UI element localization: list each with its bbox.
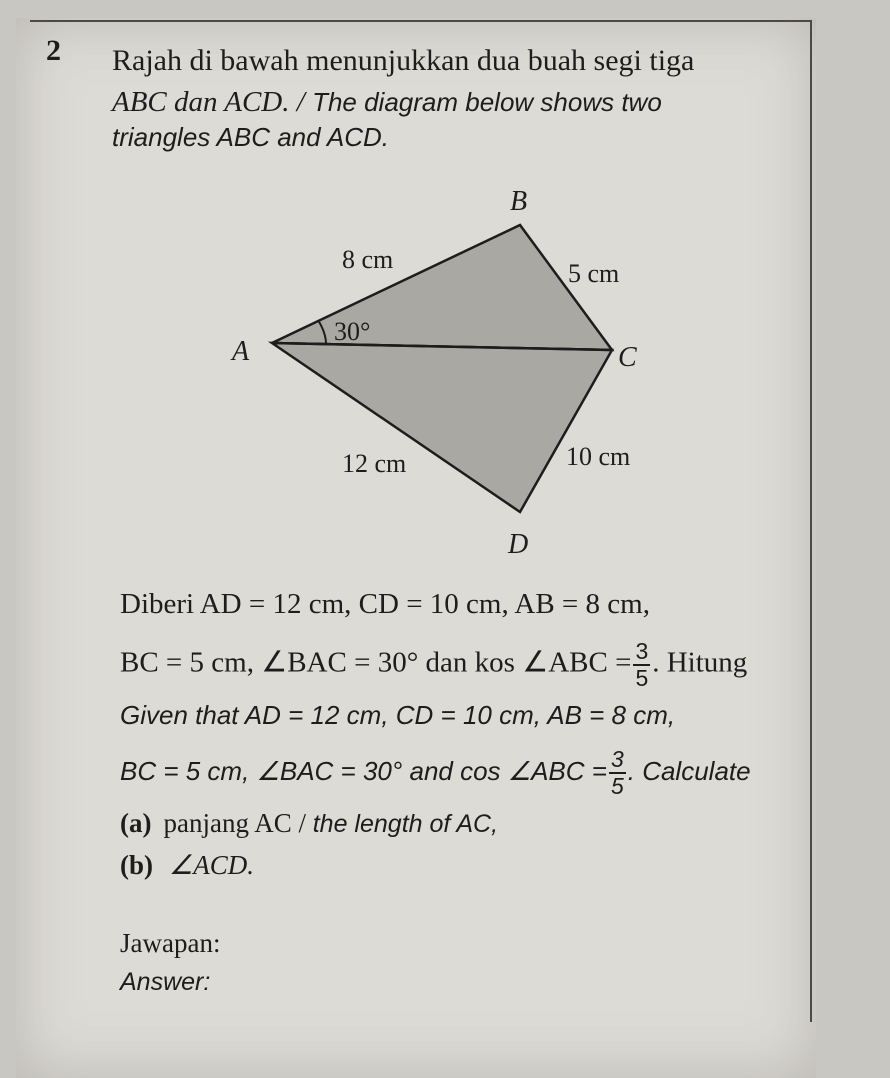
part-a-malay: panjang AC / <box>163 808 313 838</box>
answer-label-english: Answer: <box>120 968 211 996</box>
part-b-label: (b) <box>120 850 153 880</box>
answer-label-malay: Jawapan: <box>120 928 221 958</box>
fraction-denominator: 5 <box>635 665 649 691</box>
part-b <box>120 850 254 881</box>
fraction-numerator: 3 <box>635 638 649 664</box>
vertex-b-label: B <box>510 186 528 217</box>
fraction-cos-abc <box>633 640 650 690</box>
question-number: 2 <box>46 34 61 67</box>
given-english-line-2 <box>120 748 751 798</box>
part-a-label: (a) <box>120 808 152 838</box>
given-english-text-2-end: . Calculate <box>627 755 751 786</box>
part-b-text: ∠ACD. <box>169 850 254 880</box>
triangle-acd-shape <box>272 343 612 512</box>
given-malay-line-2 <box>120 640 747 690</box>
given-english-text-2: BC = 5 cm, ∠BAC = 30° and cos ∠ABC = <box>120 755 607 786</box>
fraction-denominator-en: 5 <box>610 773 624 799</box>
intro-english-line-3: triangles ABC and ACD. <box>112 122 389 152</box>
given-malay-text-2-end: . Hitung <box>652 646 748 679</box>
given-malay-line-1: Diberi AD = 12 cm, CD = 10 cm, AB = 8 cm, <box>120 588 650 620</box>
given-english-line-1: Given that AD = 12 cm, CD = 10 cm, AB = 8 cm, <box>120 700 676 730</box>
fraction-numerator-en: 3 <box>610 746 624 772</box>
length-bc-label: 5 cm <box>568 259 620 288</box>
part-a-english: the length of AC, <box>312 810 499 838</box>
part-a <box>120 808 498 839</box>
length-ab-label: 8 cm <box>342 245 394 274</box>
length-cd-label: 10 cm <box>566 442 631 471</box>
intro-malay-text: Rajah di bawah menunjukkan dua buah segi tiga <box>112 44 695 77</box>
intro-malay-text-2: ABC dan ACD. / <box>112 86 313 118</box>
fraction-cos-abc-en <box>609 748 626 798</box>
length-ad-label: 12 cm <box>342 449 407 478</box>
given-malay-text-2: BC = 5 cm, ∠BAC = 30° dan kos ∠ABC = <box>120 646 632 679</box>
vertex-c-label: C <box>618 342 637 373</box>
intro-english-text: The diagram below shows two <box>312 87 662 117</box>
triangle-acd <box>272 343 612 512</box>
vertex-d-label: D <box>508 529 529 560</box>
vertex-a-label: A <box>232 336 250 367</box>
angle-bac-label: 30° <box>334 317 371 346</box>
